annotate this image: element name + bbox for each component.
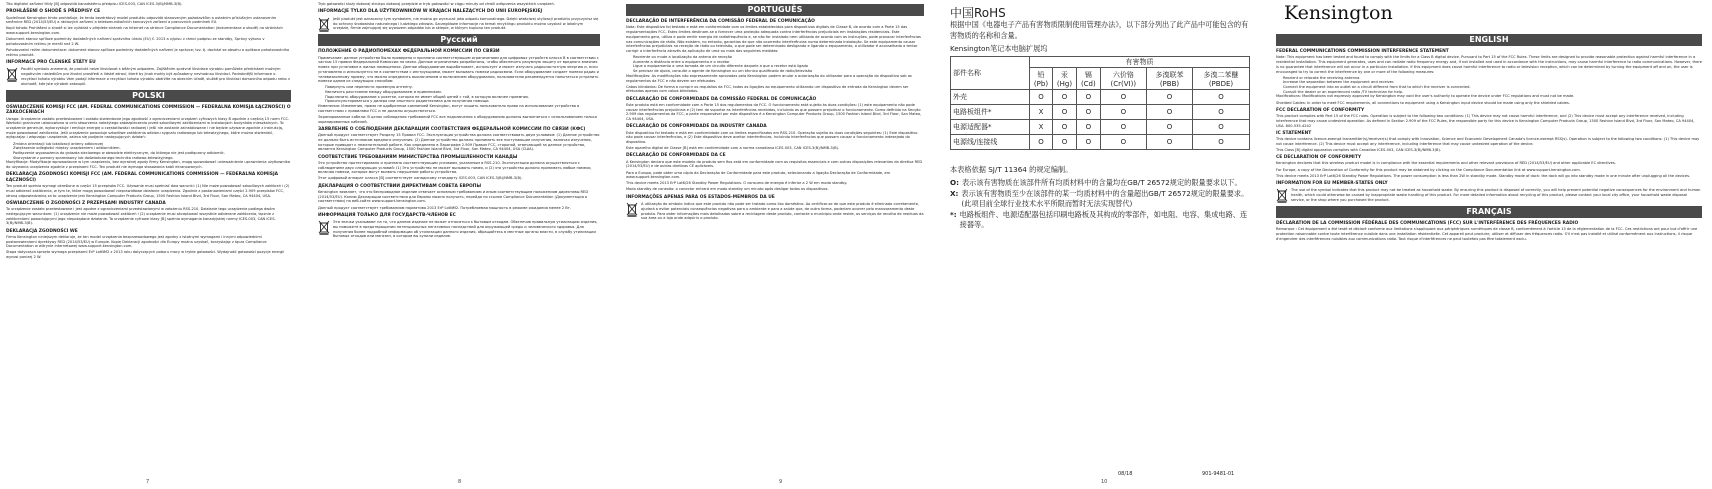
ru-section-heading: ДЕКЛАРАЦИЯ О СООТВЕТСТВИИ ДИРЕКТИВАМ СОВЕТА ЕВРОПЫ bbox=[318, 183, 481, 189]
ru-section-paragraph: Этот цифровой аппарат класса [B] соответствует канадскому стандарту ICES-003, CAN ICES-3(B)/NMB-3(B). bbox=[318, 176, 523, 181]
en-section-paragraph: Modifications: Modifications not expressly approved by Kensington may void the user's authority to operate the device under FCC regulations and must not be made. bbox=[1276, 94, 1575, 99]
russian-language-band: Русский bbox=[318, 34, 600, 46]
hazard-value-cell: X bbox=[1030, 120, 1053, 135]
pl-eu-heading: INFORMACJE TYLKO DLA UŻYTKOWNIKÓW W KRAJACH NALEŻĄCYCH DO UNII EUROPEJSKIEJ bbox=[318, 9, 543, 15]
pt-section-heading: DECLARAÇÃO DE INTERFERÊNCIA DA COMISSÃO FEDERAL DE COMUNICAÇÃO bbox=[626, 19, 815, 24]
rohs-table-row bbox=[951, 120, 1250, 135]
pt-section-paragraph: This device meets 2013 ErP Lot6/26 Standby Power Regulations. O consumo de energia é inferior a 2 W em modo standby. bbox=[626, 181, 848, 186]
cs-section-weee-block bbox=[6, 67, 291, 87]
pt-section-heading: DECLARAÇÃO DE CONFORMIDADE DA INDUSTRY CANADA bbox=[626, 124, 767, 130]
rohs-note-text: 电路板组件、电源适配器包括印刷电路板及其构成的零部件，如电阻、电容、集成电路、连接器等。 bbox=[959, 209, 1248, 229]
pt-section-paragraph: A utilização do símbolo indica que este produto não pode ser tratado como lixo doméstico. Ao certificar-se de que este produto é eliminado corretamente, ajudará a evitar potenciais consequências negativas para o ambiente e para a saúde que, de outra forma, poderiam ocorrer pelo manuseamento deste produto. Para obter informações mais detalhadas sobre a reciclagem deste produto, contacte o município onde reside, os serviços de recolha de resíduos da sua área ou a loja onde adquiriu o produto. bbox=[641, 202, 924, 221]
pl-section-paragraph: To urządzenie zostało przetestowane i jest zgodne z ograniczeniami przedstawionymi w założeniu RSS-210. Działanie tego urządzenie podlega dwóm następującym warunkom: (1) urządzenie nie może powodować zakłóceń i (2) urządzenie musi akceptować wszystkie odbierane zakłócenia, łącznie z zakłóceniami powodującymi jego niepożądane działanie. To urządzenie cyfrowe klasy [B] spełnia wymagania kanadyjskiej normy ICES-003, CAN ICES-3(B)/NMB-3(B). bbox=[6, 207, 276, 226]
ru-section-paragraph: Изменения: Изменения, прямо не одобренные компанией Kensington, могут лишить пользователя права на использование устройства в соответствии с правилами FCC и не должны осуществляться. bbox=[318, 104, 580, 113]
pt-section-bullet: Aumente a distância entre o equipamento e o recetor bbox=[633, 59, 730, 64]
part-name-cell: 电源线/连接线 bbox=[951, 135, 1030, 150]
hazard-column-header: 铅 (Pb) bbox=[1030, 68, 1053, 90]
pt-section-weee-text bbox=[641, 202, 924, 222]
pl-standby-note: Tryb gotowości służy dokonaj strukpu dokonaj przejdzie w tryb gotowości w ciągu minuty od chwili odłączenia wszystkich urządzeń. bbox=[318, 2, 555, 6]
ru-section-heading: ПОЛОЖЕНИЕ О РАДИОПОМЕХАХ ФЕДЕРАЛЬНОЙ КОМИССИИ ПО СВЯЗИ bbox=[318, 49, 500, 55]
hazard-group-header: 有害物质 bbox=[1030, 57, 1250, 68]
pt-section-paragraph: Nota: Este dispositivo foi testado e está em conformidade com os limites estabelecidos para dispositivos digitais de Classe B, de acordo com a Parte 15 das regulamentações FCC. Estes limites destinam-se a fornecer uma proteção adequada contra interferências prejudiciais em instalações residenciais. Este equipamento gera, utiliza e pode emitir energia de radiofrequência e, se não for instalado nem utilizado de acordo com as instruções, pode provocar interferências nas comunicações de rádio. Não existem, no entanto, garantias de que não ocorrerão interferências numa determinada instalação. Se este equipamento causar interferências prejudiciais na receção de rádio ou televisão, o que pode ser determinado desligando e ligando o equipamento, o utilizador é aconselhado a tentar corrigir a interferência através da aplicação de uma ou mais das seguintes medidas: bbox=[626, 25, 921, 53]
hazard-value-cell: O bbox=[1052, 120, 1076, 135]
pt-section-heading: DECLARAÇÃO DE CONFORMIDADE DA COMISSÃO FEDERAL DE COMUNICAÇÃO bbox=[626, 96, 817, 102]
fr-section-paragraph: Remarque : Cet équipement a été testé et déclaré conforme aux limitations s'appliquant aux périphériques numériques de classe B, conformément à l'article 15 de la réglementation de la FCC. Ces restrictions ont pour but d'offrir une protection raisonnable contre toute interférence nuisible dans une installation résidentielle. Cet appareil peut produire, utiliser et diffuser des fréquences radio. S'il n'est pas installé et utilisé conformément aux instructions, il risque d'engendrer des interférences nuisibles aux communications radio. Tout risque d'interférences ne peut toutefois pas être totalement exclu. bbox=[1276, 227, 1698, 241]
en-section-paragraph: For Europe, a copy of the Declaration of Conformity for this product may be obtained by clicking on the Compliance Documentation link at www.support.kensington.com. bbox=[1276, 167, 1581, 172]
en-section-heading: IC STATEMENT bbox=[1276, 130, 1312, 136]
rohs-note bbox=[950, 210, 1250, 231]
en-section-paragraph: The use of the symbol indicates that this product may not be treated as household waste. By ensuring this product is disposed of correctly, you will help prevent potential negative consequences for the environment and human health, which could otherwise be caused by inappropriate waste handling of this product. For more detailed information about recycling of this product, please contact your local city office, your household waste disposal service, or the shop where you purchased the product. bbox=[1291, 188, 1701, 202]
page-9-column bbox=[626, 2, 924, 224]
en-section-heading: FCC DECLARATION OF CONFORMITY bbox=[1276, 107, 1365, 113]
pl-section-paragraph: Uwaga: Urządzenie zostało przetestowane i zostało stwierdzone jego zgodność z ograniczeniami urządzeń cyfrowych klasy B zgodnie z częścią 15 norm FCC. Wartości graniczne ustanowiono w celu stworzenia należytego zabezpieczenia przed szkodliwymi zakłóceniami w instalacjach budynków mieszkalnych. To urządzenie generuje, wykorzystuje i emituje energię o częstotliwości radiowej i jeśli nie zostanie zainstalowane i nie będzie używane zgodnie z instrukcją, może powodować zakłócenia. Jeśli urządzenie powoduje szkodliwe zakłócenia odbioru sygnału radiowego lub telewizyjnego, które można stwierdzić, wyłączając i włączając urządzenie, zaleca się podjęcie następujących działań: bbox=[6, 116, 290, 140]
hazard-value-cell: O bbox=[1192, 120, 1249, 135]
ru-section-bullet: Подключить оборудование к розетке, которая не имеет общей цепей с той, в которую включен приемник. bbox=[325, 94, 530, 99]
part-name-cell: 电源适配器* bbox=[951, 120, 1030, 135]
en-section-bullet: Connect the equipment into an outlet on a circuit different from that to which the receiver is connected. bbox=[1283, 85, 1471, 89]
hazard-value-cell: O bbox=[1100, 120, 1146, 135]
hazard-column-header: 汞 (Hg) bbox=[1052, 68, 1076, 90]
page-8 bbox=[312, 0, 606, 489]
ru-section-bullet: Повернуть или перенести приемную антенну. bbox=[325, 85, 413, 90]
page-7-column bbox=[6, 2, 291, 261]
part-name-cell: 外壳 bbox=[951, 90, 1030, 105]
hazard-value-cell: O bbox=[1146, 135, 1192, 150]
footer-code: 901-9481-01 bbox=[1202, 471, 1235, 477]
en-section-heading: CE DECLARATION OF CONFORMITY bbox=[1276, 155, 1361, 161]
cs-section-heading: PROHLÁŠENÍ O SHODĚ S PŘEDPISY CE bbox=[6, 9, 101, 15]
page-number-8: 8 bbox=[458, 479, 462, 485]
page-7 bbox=[0, 0, 300, 489]
rohs-title: 中国RoHS bbox=[950, 6, 1006, 20]
pt-section-bullet: Ligue o equipamento a uma tomada de um circuito diferente daquele a que o recetor está ligado bbox=[633, 64, 809, 69]
hazard-value-cell: O bbox=[1146, 105, 1192, 120]
cs-section-paragraph: Použití symbolu znamená, že produkt nelze likvidovat s běžným odpadem. Zajištěním správné likvidace výrobku pomůžete předcházet možným negativním následkům pro životní prostředí a lidské zdraví, které by jinak mohly být způsobeny nevhodnou likvidací. Podrobnější informace o recyklaci tohoto výrobku Vám podají informace o recyklaci tohoto výrobku obdržíte na obecním úřadě, službě pro likvidaci domovního odpadu nebo v obchodě, kde jste výrobek zakoupili. bbox=[21, 67, 291, 86]
en-section-paragraph: This Class [B] digital apparatus complies with Canadian ICES-003, CAN ICES-3(B)/NMB-3(B). bbox=[1276, 147, 1441, 152]
ru-section-paragraph: Данный продукт соответствует требованиям норматива 2013 ErP LotNM2. Потребляемая мощность в режиме ожидания менее 2 Вт. bbox=[318, 205, 571, 210]
rohs-table-row bbox=[951, 90, 1250, 105]
ru-section-paragraph: Эти значки указывают на то, что данное изделие не может относиться к бытовым отходам. Обеспечив правильную утилизацию изделия, вы поможете в предотвращении потенциальных негативных последствий для окружающей среды и человеческого здоровья. Для получения более подробной информации об утилизации данного изделия, обращайтесь в местные органы власти, в службу утилизации бытовых отходов или магазин, в котором вы купили изделие. bbox=[333, 220, 598, 239]
hazard-value-cell: O bbox=[1077, 135, 1101, 150]
pl-section-paragraph: Ten produkt spełnia wymogi określone w części 15 przepisów FCC. Używanie musi spełniać dwa warunki: (1) Nie może powodować szkodliwych zakłóceń i (2) musi odbierać zakłócenia, w tym te, które mogą powodować nieprawidłowe działanie urządzenia. Zgodnie z postanowieniami części 2.909 przepisów FCC, stroną odpowiedzialną za to urządzenie jest Kensington Computer Products Group, 1500 Fashion Island Blvd, 3rd Floor, San Mateo, CA 94404, USA. bbox=[6, 184, 290, 198]
cs-section-heading: INFORMACE PRO ČLENSKÉ STÁTY EU bbox=[6, 59, 96, 65]
ru-section-heading: СООТВЕТСТВИЕ ТРЕБОВАНИЯМ МИНИСТЕРСТВА ПРОМЫШЛЕННОСТИ КАНАДЫ bbox=[318, 154, 518, 160]
cs-section-weee-text bbox=[21, 67, 291, 87]
rohs-table-caption: Kensington笔记本电脑扩展坞 bbox=[950, 44, 1048, 53]
portugues-language-band: PORTUGUÊS bbox=[626, 4, 924, 16]
hazard-value-cell: O bbox=[1192, 135, 1249, 150]
pt-section-bullet: Se precisar de ajuda, consulte o agente de Kensington ou um técnico qualificado de rádio/televisão bbox=[633, 69, 813, 74]
rohs-note-key: X: bbox=[950, 188, 959, 198]
en-section-paragraph: This device contains licence-exempt transmitter(s)/receiver(s) that comply with Innovation, Science and Economic Development Canada's licence-exempt RSS(s). Operation is subject to the following two conditions: (1) This device may not cause interference. (2) This device must accept any interference, including interference that may cause undesired operation of the device. bbox=[1276, 137, 1700, 146]
rohs-intro: 根据中国《电器电子产品有害物质限制使用管理办法》，以下部分列出了此产品中可能包含的有害物质的名称和含量。 bbox=[950, 20, 1249, 40]
pl-section-bullet: Zwiększenie odległości między urządzeniem i odbiornikiem. bbox=[13, 146, 121, 151]
page-9 bbox=[622, 0, 927, 489]
footer-date: 08/18 bbox=[1118, 471, 1133, 477]
page-11-column bbox=[1276, 32, 1702, 243]
ru-section-bullet: Увеличить расстояние между оборудованием и приемником. bbox=[325, 90, 442, 94]
pl-section-heading: OŚWIADCZENIE O ZGODNOŚCI Z PRZEPISAMI INDUSTRY CANADA bbox=[6, 200, 166, 206]
part-name-header: 部件名称 bbox=[951, 57, 1030, 90]
pl-section-bullet: Podłączenie wyposażenia do gniazda sieciowego w obwodzie elektrycznym, do którego nie jest podłączony odbiornik. bbox=[13, 150, 225, 155]
pl-section-paragraph: Stopa dotycząca sprzęta wymaga przepisami ErP LotNM2 z 2013 roku dotyczących poboru mocy w trybie gotowości. Wydajność gotowości pozycje energii wynosi ponizej 2 W. bbox=[6, 250, 285, 260]
hazard-value-cell: O bbox=[1100, 135, 1146, 150]
hazard-value-cell: O bbox=[1146, 90, 1192, 105]
ru-section-heading: ИНФОРМАЦИЯ ТОЛЬКО ДЛЯ ГОСУДАРСТВ-ЧЛЕНОВ ЕС bbox=[318, 212, 456, 218]
en-section-paragraph: Shielded Cables: In order to meet FCC requirements, all connections to equipment using a Kensington input device should be made using only the shielded cables. bbox=[1276, 100, 1570, 105]
weee-bin-icon bbox=[626, 202, 638, 217]
ru-section-weee-block bbox=[318, 220, 600, 240]
pt-section-paragraph: Modo standby de conexão: o conector entrará em modo standby um minuto após desligar todos os dispositivos. bbox=[626, 187, 829, 192]
cs-section-paragraph: Pohotovostní režim dokumentace: dokument stanov spříloze podmínky dodatečných nařízení je správce; tzv. tj. dochází se obsahu a aplikace pohotovostního režimu produkt. bbox=[6, 47, 290, 57]
pl-section-paragraph: Modyfikacje: Modyfikacje wprowadzone w tym urządzeniu, bez wyraźnej zgody firmy Kensington, mogą spowodować unieważnienie uprawnienia użytkownika do używania urządzenia zgodnie z przepisami FCC. Ten produkt nie wymaga stosowania kabli ekranowanych. bbox=[6, 160, 290, 170]
part-name-cell: 电路板组件* bbox=[951, 105, 1030, 120]
ru-section-paragraph: Это устройство протестировано и признано соответствующим условиям, указанным в RSS-210. Эксплуатация должна осуществляться с соблюдением двух следующих условий: (1) Это устройство не может вызывать помех, и (2) это устройство должно принимать любые помехи, включая помехи, которые могут вызвать нарушение работы устройства. bbox=[318, 160, 592, 175]
kensington-logo: Kensington bbox=[1284, 2, 1393, 24]
hazard-value-cell: O bbox=[1100, 105, 1146, 120]
hazard-value-cell: O bbox=[1030, 90, 1053, 105]
page-10 bbox=[946, 0, 1256, 489]
en-section-weee-text bbox=[1291, 188, 1702, 204]
hazard-column-header: 六价铬 (Cr(VI)) bbox=[1100, 68, 1146, 90]
ru-section-paragraph: Kensington заявляет, что это беспроводное изделие отвечает основным требованиям и иным соответствующим положениям директивы RED (2014/53/EU). Копию Декларации соответствия для Европы можно получить, перейдя по ссылке Compliance Documentation (Документация о соответствии) на веб-сайте www.support.kensington.com. bbox=[318, 190, 589, 204]
rohs-table-row bbox=[951, 105, 1250, 120]
pt-section-paragraph: Cabos blindados: De forma a cumprir os requisitos da FCC, todas as ligações ao equipamento utilizando um dispositivo de entrada da Kensington devem ser efetuadas apenas com cabos blindados. bbox=[626, 84, 909, 94]
page-11 bbox=[1272, 0, 1712, 489]
hazard-column-header: 多溴联苯 (PBB) bbox=[1146, 68, 1192, 90]
ru-section-paragraph: Экранированные кабели: В целях соблюдения требований FCC все подключения к оборудованию должны выполняться с использованием только экранированных кабелей. bbox=[318, 114, 597, 124]
pl-section-paragraph: Firma Kensington niniejszym deklaruje, że ten model urządzenia bezprzewodowego jest zgodny z istotnymi wymogami i innymi odpowiednimi postanowieniami dyrektywy RED (2014/53/EU) w Europie. Kopię Deklaracji zgodności dla Europy można uzyskać, korzystając z łącza Compliance Documentation w witrynie internetowej www.support.kensington.com. bbox=[6, 234, 267, 249]
hazard-value-cell: O bbox=[1052, 135, 1076, 150]
weee-bin-icon bbox=[1276, 188, 1288, 203]
rohs-table-row bbox=[951, 135, 1250, 150]
polski-language-band: POLSKI bbox=[6, 90, 291, 102]
hazard-value-cell: O bbox=[1052, 105, 1076, 120]
hazard-value-cell: O bbox=[1052, 90, 1076, 105]
hazard-value-cell: O bbox=[1077, 105, 1101, 120]
rohs-note bbox=[950, 189, 1250, 210]
rohs-notes bbox=[950, 178, 1250, 231]
cs-section-paragraph: Společnost Kensington tímto prohlašuje, že tento bezdrátový model produktu odpovídá stanoveným požadavkům a ostatním příslušným ustanovením směrnice RED (2014/53/EU) a rádiových zařízení a telekomunikačních koncových zařízení a pracovních podmínek EU. bbox=[6, 15, 277, 25]
pt-section-heading: INFORMAÇÕES APENAS PARA OS ESTADOS-MEMBROS DA UE bbox=[626, 194, 775, 200]
en-section-paragraph: Note: This equipment has been tested and found to comply with the limits for a Class B digital device, Pursuant to Part 15 of the FCC Rules. These limits are designed to provide reasonable protection against harmful interference in a residential installation. This equipment generates, uses and can radiate radio frequency energy and, if not installed and used in accordance with the instructions, may cause harmful interference to radio communications. However, there is no guarantee that interference will not occur in a particular installation. If this equipment does cause harmful interference to radio or television reception, which can be determined by turning the equipment off and on, the user is encouraged to try to correct the interference by one or more of the following measures: bbox=[1276, 55, 1702, 74]
rohs-note-text: 表示该有害物质至少在该部件的某一均质材料中的含量超出GB/T 26572规定的限量要求。(此项目前全球行业技术水平所限而暂时无法实现替代) bbox=[961, 188, 1249, 208]
pt-section-paragraph: Este dispositivo foi testado e está em conformidade com os limites especificados em RSS-210. Operação sujeita às duas condições seguintes: (1) Este dispositivo não pode causar interferências, e (2) Este dispositivo deve aceitar interferências, incluindo interferências que possam causar o funcionamento indesejado do dispositivo. bbox=[626, 130, 918, 145]
en-section-bullet: Consult the dealer or an experienced radio /TV technician for help. bbox=[1283, 89, 1404, 94]
en-section-paragraph: Kensington declares that this wireless product model is in compliance with the essential requirements and other relevant provisions of RED (2014/53/EU) and other applicable EC directives. bbox=[1276, 161, 1616, 166]
pl-section-heading: OŚWIADCZENIE KOMISJI FCC (AM. FEDERAL COMMUNICATIONS COMMISSION — FEDERALNA KOMISJA ŁĄCZNOŚCI) O ZAKŁÓCENIACH bbox=[6, 104, 291, 116]
pt-section-weee-block bbox=[626, 202, 924, 222]
rohs-note-key: O: bbox=[950, 178, 959, 187]
pl-weee-text: Jeśli produkt jest oznaczony tym symbolem, nie można go wyrzucać jako odpadu komunalnego. Dzięki właściwej utylizacji produktu przyczynisz się do ochrony środowiska naturalnego i ludzkiego zdrowia. Szczegółowe informacje na temat recyklingu produktu można uzyskać w lokalnym urzędzie, firmie zajmującej się wywozem odpadów lub w sklepie, w którym kupiono ten produkt. bbox=[333, 16, 599, 31]
en-section-bullet: Increase the separation between the equipment and receiver. bbox=[1283, 80, 1395, 85]
hazard-value-cell: X bbox=[1030, 105, 1053, 120]
hazard-column-header: 多溴二苯醚 (PBDE) bbox=[1192, 68, 1249, 90]
hazard-value-cell: O bbox=[1192, 105, 1249, 120]
page-number-7: 7 bbox=[146, 479, 150, 485]
pt-section-paragraph: Este aparelho digital de Classe [B] está em conformidade com a norma canadiana ICES-003, CAN ICES-3(B)/NMB-3(B). bbox=[626, 146, 840, 151]
en-section-weee-block bbox=[1276, 188, 1702, 204]
pt-section-paragraph: Para a Europa, pode obter uma cópia da Declaração de Conformidade para este produto, selecionando a ligação Declaração de Conformidade, em www.support.kensington.com. bbox=[626, 170, 891, 180]
ru-section-paragraph: Примечание: данное устройство было проверено и признано соответствующим ограничениям для цифровых устройств класса B в соответствии с частью 15 правил Федеральной Комиссии по связи. Данные ограничения разработаны, чтобы обеспечить разумную защиту от вредного влияния помех при установке в жилых помещениях. Данное оборудование вырабатывает, использует и может излучать радиочастотную энергию и, если установлено и используется не в соответствии с инструкциями, может вызывать помехи радиосвязи. Если оборудование создает помехи радио и телевизионному приему, что можно определить выключением и включением оборудования, пользователю рекомендуется попытаться устранить помехи одним из следующих способов: bbox=[318, 55, 599, 84]
hazard-value-cell: O bbox=[1192, 90, 1249, 105]
fr-section-heading: DÉCLARATION DE LA COMMISSION FÉDÉRALE DES COMMUNICATIONS (FCC) SUR L'INTERFÉRENCE DES FRÉQUENCES RADIO bbox=[1276, 220, 1579, 226]
pt-section-paragraph: Modificações: As modificações não expressamente aprovadas pela Kensington podem anular a autorização do utilizador para a operação do dispositivo sob os regulamentos da FCC e não devem ser efetuadas. bbox=[626, 73, 912, 83]
francais-language-band: FRANÇAIS bbox=[1276, 206, 1702, 218]
page-number-10: 10 bbox=[1101, 479, 1108, 485]
pt-section-paragraph: Este produto está em conformidade com a Parte 15 dos regulamentos da FCC. O funcionamento está sujeito às duas condições: (1) este equipamento não pode causar interferências prejudiciais e (2) tem de suportar as interferências recebidas, incluindo as que possam prejudicar o funcionamento. Como definido na Secção 2.909 dos regulamentos da FCC, a parte responsável por este dispositivo é a Kensington Computer Products Group, 1500 Fashion Island Blvd, 3rd Floor, San Mateo, CA 94404, USA. bbox=[626, 102, 922, 122]
weee-bin-icon bbox=[6, 67, 18, 82]
page-number-9: 9 bbox=[779, 479, 783, 485]
ru-section-weee-text bbox=[333, 220, 600, 240]
hazard-value-cell: O bbox=[1100, 90, 1146, 105]
hazard-value-cell: O bbox=[1146, 120, 1192, 135]
rohs-table bbox=[950, 56, 1250, 150]
page-8-column bbox=[318, 2, 600, 243]
pl-section-heading: DEKLARACJA ZGODNOŚCI KOMISJI FCC (AM. FEDERAL COMMUNICATIONS COMMISSION — FEDERALNA KOMISJA ŁĄCZNOŚCI) bbox=[6, 172, 278, 183]
hazard-value-cell: O bbox=[1077, 120, 1101, 135]
ru-section-bullet: Проконсультироваться у дилера или опытного радиотехника для получения помощи. bbox=[325, 99, 490, 104]
en-section-paragraph: This device meets 2013 ErP Lot6/26 Standby Power Regulations. The power consumption is less than 2W in standby mode. Standby mode of dock: the dock will go into standby mode in one minute after unplugging all the devices. bbox=[1276, 173, 1691, 178]
weee-bin-icon bbox=[318, 17, 330, 32]
en-section-heading: INFORMATION FOR EU MEMBER-STATES ONLY bbox=[1276, 180, 1388, 186]
pl-section-bullet: Skorzystanie z pomocy sprzedawcy lub doświadczonego technika radiowo-telewizyjnego. bbox=[13, 155, 174, 160]
hazard-column-header: 镉 (Cd) bbox=[1077, 68, 1101, 90]
english-language-band: ENGLISH bbox=[1276, 34, 1702, 46]
cs-section-paragraph: Kopii tohoto Prohlášení o shodě si lze vyžádat v přejdete stránek na Internet na stránce Compliance Documentation (dokumentace o shodě) na stránkách www.support.kensington.com. bbox=[6, 26, 283, 36]
en-section-heading: FEDERAL COMMUNICATIONS COMMISSION INTERFERENCE STATEMENT bbox=[1276, 49, 1449, 54]
hazard-value-cell: O bbox=[1030, 135, 1053, 150]
rohs-note bbox=[950, 178, 1250, 189]
cs-section-paragraph: Dokument stanov spříloze podmínky dodatečných nařízení správního úřadu (EU) č. 2013 a výpisu v rámci podpisu ze standby, Správy výkonu v pohotovostním režimu je menší než 2 W. bbox=[6, 37, 265, 46]
rohs-note-key: *: bbox=[950, 209, 957, 219]
pl-weee-block bbox=[318, 17, 600, 33]
en-section-paragraph: This product complies with Part 15 of the FCC rules. Operation is subject to the following two conditions: (1) This device may not cause harmful interference, and (2) This device must accept any interference received, including interference that may cause undesired operation. As defined in Section 2.909 of the FCC Rules, the responsible party for this device is Kensington Computer Products Group, 1500 Fashion Island Blvd, 3rd Floor, San Mateo, CA 94404, USA. 800-535-4242 bbox=[1276, 114, 1695, 128]
pl-section-heading: DEKLARACJA ZGODNOŚCI WE bbox=[6, 228, 78, 234]
ru-section-heading: ЗАЯВЛЕНИЕ О СОБЛЮДЕНИИ ДЕКЛАРАЦИИ СООТВЕТСТВИЯ ФЕДЕРАЛЬНОЙ КОМИССИИ ПО СВЯЗИ (КФС) bbox=[318, 126, 586, 132]
pl-section-bullet: Zmiana orientacji lub lokalizacji anteny odbiorczej bbox=[13, 141, 104, 146]
pt-section-heading: DECLARAÇÃO DE CONFORMIDADE DA CE bbox=[626, 153, 726, 159]
rohs-note-text: 表示该有害物质在该部件所有均质材料中的含量均在GB/T 26572规定的限量要求以下。 bbox=[961, 178, 1242, 187]
ru-section-paragraph: Данный продукт соответствует Разделу 15 Правил FCC. Эксплуатация устройства должна соответствовать двум условиям: (1) Данное устройство не должно быть источником вредного излучения. (2) Данное устройство должно принимать все поступающие излучения, включая излучения, которые приводят к нежелательной работе. Как определено в Параграфе 2.909 Правил FCC, стороной, отвечающей за данное устройство, является Kensington Computer Products Group, 1500 Fashion Island Blvd, 3rd Floor, San Mateo, CA 94404, USA (США). bbox=[318, 133, 600, 152]
pt-section-paragraph: A Kensington declara que este modelo do produto sem fios está em conformidade com os requisitos essenciais e com outras disposições relevantes da diretiva RED (2014/53/EU) e de outras diretivas CE aplicáveis. bbox=[626, 159, 923, 169]
hazard-value-cell: O bbox=[1077, 90, 1101, 105]
rohs-standard: 本表格依据 SJ/T 11364 的规定编制。 bbox=[950, 165, 1073, 174]
en-section-bullet: Reorient or relocate the receiving antenna. bbox=[1283, 75, 1361, 80]
pt-section-bullet: Reoriente ou mude a localização da antena de receção bbox=[633, 55, 732, 59]
cs-ices-note: Tito digitální zařízení třídy [B] odpovídá kanadskému předpisu ICES-003, CAN ICES-3(B)/NMB-3(B). bbox=[6, 2, 183, 6]
weee-bin-icon bbox=[318, 220, 330, 235]
